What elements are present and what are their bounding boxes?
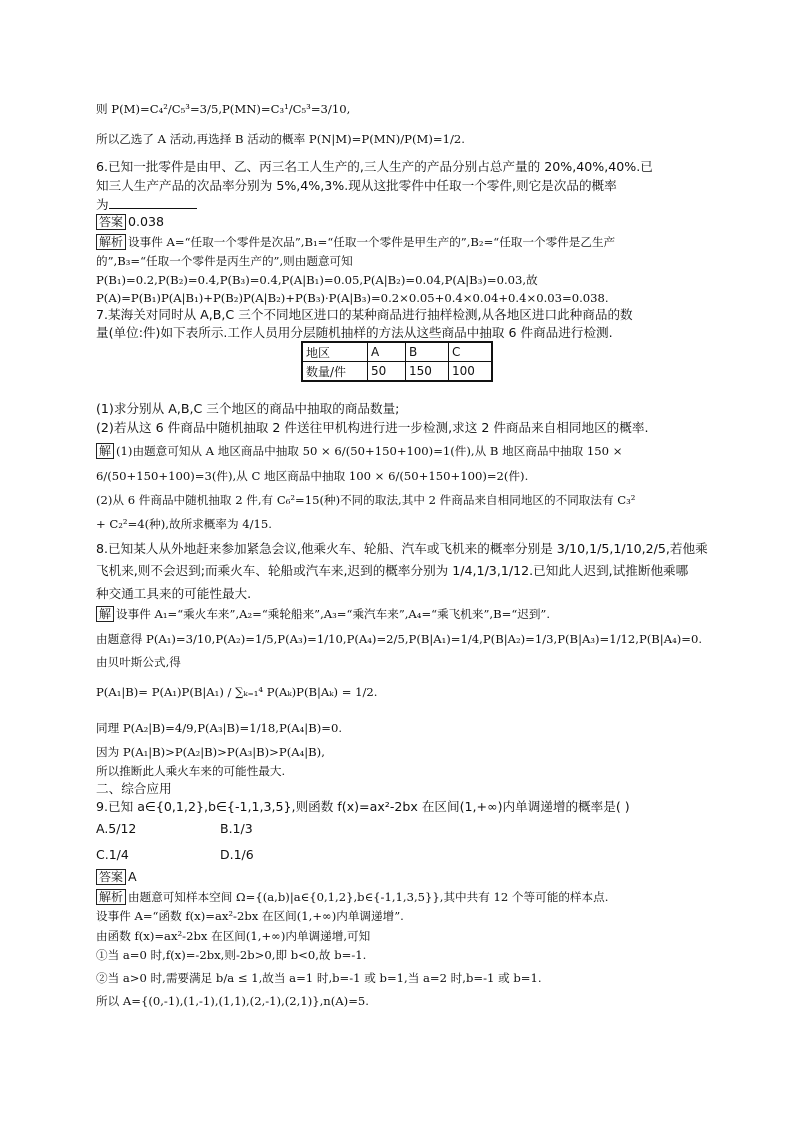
solution-8-line: 同理 P(A₂|B)=4/9,P(A₃|B)=1/18,P(A₄|B)=0. bbox=[96, 721, 343, 735]
solution-8-line: 由贝叶斯公式,得 bbox=[96, 655, 181, 669]
question-6-line: 6.已知一批零件是由甲、乙、丙三名工人生产的,三人生产的产品分别占总产量的 20%,40%,40%.已 bbox=[96, 159, 653, 174]
table-cell: C bbox=[449, 342, 493, 362]
answer-9-line bbox=[96, 869, 137, 885]
solution-8-line: P(A₁|B)= P(A₁)P(B|A₁) / ∑ₖ₌₁⁴ P(Aₖ)P(B|Aₖ) = 1/2. bbox=[96, 685, 378, 699]
table-row bbox=[302, 362, 492, 382]
solution-8-line: 由题意得 P(A₁)=3/10,P(A₂)=1/5,P(A₃)=1/10,P(A₄)=2/5,P(B|A₁)=1/4,P(B|A₂)=1/3,P(B|A₃)=1/12,P(B|A₄)=0. bbox=[96, 632, 703, 646]
question-9-line: 9.已知 a∈{0,1,2},b∈{-1,1,3,5},则函数 f(x)=ax²-2bx 在区间(1,+∞)内单调递增的概率是( ) bbox=[96, 799, 630, 814]
solution-7-line: (2)从 6 件商品中随机抽取 2 件,有 C₆²=15(种)不同的取法,其中 2 件商品来自相同地区的不同取法有 C₃² bbox=[96, 493, 636, 507]
question-8-line: 8.已知某人从外地赶来参加紧急会议,他乘火车、轮船、汽车或飞机来的概率分别是 3/10,1/5,1/10,2/5,若他乘 bbox=[96, 541, 708, 556]
question-6-line bbox=[96, 196, 197, 213]
solution-7-line: 6/(50+150+100)=3(件),从 C 地区商品中抽取 100 × 6/(50+150+100)=2(件). bbox=[96, 469, 529, 483]
option-d: D.1/6 bbox=[220, 847, 254, 862]
solution-tag: 解 bbox=[96, 443, 114, 459]
answer-6-value: 0.038 bbox=[128, 214, 165, 229]
solution-tag: 解 bbox=[96, 606, 114, 622]
solution-9-line: ②当 a>0 时,需要满足 b/a ≤ 1,故当 a=1 时,b=-1 或 b=1,当 a=2 时,b=-1 或 b=1. bbox=[96, 971, 542, 985]
solution-7-text: (1)由题意可知从 A 地区商品中抽取 50 × 6/(50+150+100)=1(件),从 B 地区商品中抽取 150 × bbox=[116, 444, 623, 458]
quantity-table bbox=[301, 341, 493, 382]
question-8-line: 种交通工具来的可能性最大. bbox=[96, 586, 252, 601]
solution-8-line: 所以推断此人乘火车来的可能性最大. bbox=[96, 764, 286, 778]
solution-9-line: ①当 a=0 时,f(x)=-2bx,则-2b>0,即 b<0,故 b=-1. bbox=[96, 948, 367, 962]
solution-7-line: + C₂²=4(种),故所求概率为 4/15. bbox=[96, 517, 272, 531]
answer-tag: 答案 bbox=[96, 869, 126, 885]
question-6-text: 为 bbox=[96, 197, 109, 212]
table-cell: 100 bbox=[449, 362, 493, 382]
table-cell: 地区 bbox=[302, 342, 368, 362]
solution-9-line: 由函数 f(x)=ax²-2bx 在区间(1,+∞)内单调递增,可知 bbox=[96, 929, 371, 943]
solution-9-line: 设事件 A=“函数 f(x)=ax²-2bx 在区间(1,+∞)内单调递增”. bbox=[96, 909, 404, 923]
answer-6-line bbox=[96, 214, 164, 230]
option-b: B.1/3 bbox=[220, 821, 253, 836]
table-cell: 数量/件 bbox=[302, 362, 368, 382]
solution-6-line bbox=[96, 234, 615, 250]
solution-9-line: 所以 A={(0,-1),(1,-1),(1,1),(2,-1),(2,1)},n(A)=5. bbox=[96, 994, 369, 1008]
table-cell: B bbox=[406, 342, 449, 362]
solution-7-line bbox=[96, 443, 622, 459]
answer-tag: 答案 bbox=[96, 214, 126, 230]
solution-8-text: 设事件 A₁=“乘火车来”,A₂=“乘轮船来”,A₃=“乘汽车来”,A₄=“乘飞机来”,B=“迟到”. bbox=[116, 607, 551, 621]
section-heading: 二、综合应用 bbox=[96, 781, 172, 796]
solution-6-line: 的”,B₃=“任取一个零件是丙生产的”,则由题意可知 bbox=[96, 254, 353, 268]
question-7-line: (2)若从这 6 件商品中随机抽取 2 件送往甲机构进行进一步检测,求这 2 件商品来自相同地区的概率. bbox=[96, 420, 649, 435]
solution-9-line bbox=[96, 889, 608, 905]
solution-6-line: P(A)=P(B₁)P(A|B₁)+P(B₂)P(A|B₂)+P(B₃)·P(A|B₃)=0.2×0.05+0.4×0.04+0.4×0.03=0.038. bbox=[96, 291, 609, 305]
solution-6-line: P(B₁)=0.2,P(B₂)=0.4,P(B₃)=0.4,P(A|B₁)=0.05,P(A|B₂)=0.04,P(A|B₃)=0.03,故 bbox=[96, 273, 538, 287]
question-8-line: 飞机来,则不会迟到;而乘火车、轮船或汽车来,迟到的概率分别为 1/4,1/3,1/12.已知此人迟到,试推断他乘哪 bbox=[96, 563, 689, 578]
question-7-line: 量(单位:件)如下表所示.工作人员用分层随机抽样的方法从这些商品中抽取 6 件商品进行检测. bbox=[96, 325, 613, 340]
answer-blank bbox=[109, 196, 197, 209]
solution-9-text: 由题意可知样本空间 Ω={(a,b)|a∈{0,1,2},b∈{-1,1,3,5}},其中共有 12 个等可能的样本点. bbox=[128, 890, 609, 904]
option-a: A.5/12 bbox=[96, 821, 137, 836]
solution-line: 所以乙选了 A 活动,再选择 B 活动的概率 P(N|M)=P(MN)/P(M)=1/2. bbox=[96, 132, 465, 146]
table-header-row bbox=[302, 342, 492, 362]
answer-9-value: A bbox=[128, 869, 137, 884]
analysis-tag: 解析 bbox=[96, 234, 126, 250]
question-7-line: 7.某海关对同时从 A,B,C 三个不同地区进口的某种商品进行抽样检测,从各地区进口此种商品的数 bbox=[96, 307, 633, 322]
table-cell: A bbox=[368, 342, 406, 362]
solution-line: 则 P(M)=C₄²/C₅³=3/5,P(MN)=C₃¹/C₅³=3/10, bbox=[96, 102, 351, 116]
analysis-tag: 解析 bbox=[96, 889, 126, 905]
table-cell: 150 bbox=[406, 362, 449, 382]
question-6-line: 知三人生产产品的次品率分别为 5%,4%,3%.现从这批零件中任取一个零件,则它是次品的概率 bbox=[96, 178, 617, 193]
solution-8-line: 因为 P(A₁|B)>P(A₂|B)>P(A₃|B)>P(A₄|B), bbox=[96, 745, 325, 759]
option-c: C.1/4 bbox=[96, 847, 129, 862]
solution-8-line bbox=[96, 606, 550, 622]
table-cell: 50 bbox=[368, 362, 406, 382]
solution-6-text: 设事件 A=“任取一个零件是次品”,B₁=“任取一个零件是甲生产的”,B₂=“任取一个零件是乙生产 bbox=[128, 235, 616, 249]
question-7-line: (1)求分别从 A,B,C 三个地区的商品中抽取的商品数量; bbox=[96, 401, 400, 416]
